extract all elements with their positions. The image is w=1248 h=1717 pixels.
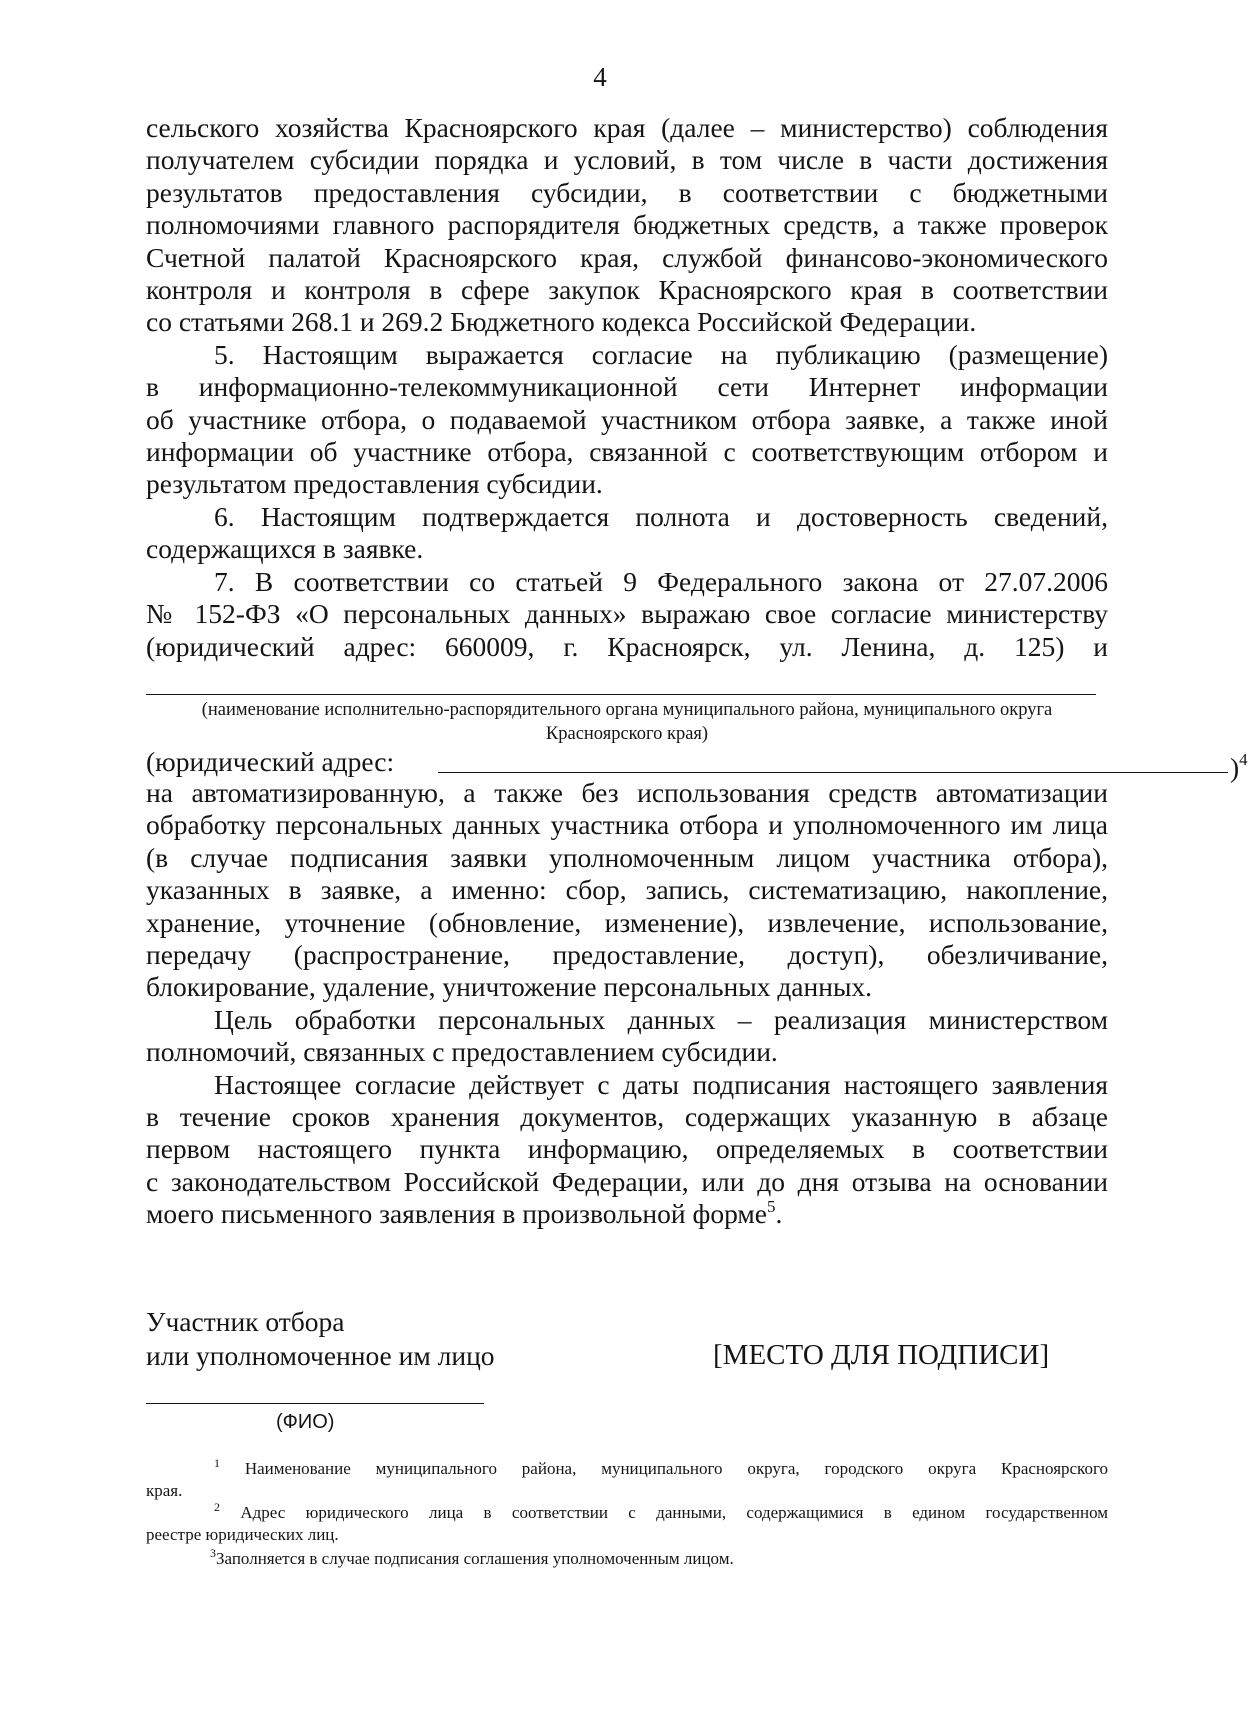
footnote-ref: 4 (1239, 750, 1248, 769)
text-line: на автоматизированную, а также без использования средств автоматизации (146, 777, 1108, 808)
text-line: полномочий, связанных с предоставлением субсидии. (146, 1036, 778, 1068)
text-line: об участнике отбора, о подаваемой участником отбора заявке, а также иной (146, 403, 1108, 435)
footnote-text: Наименование муниципального района, муниципального округа, городского округа Красноярского (244, 1459, 1108, 1478)
text-line: результатов предоставления субсидии, в соответствии с бюджетными (146, 176, 1108, 208)
footnote-number: 2 (214, 1500, 220, 1514)
document-body (146, 112, 1108, 663)
period: . (775, 1198, 783, 1230)
paragraph-7 (146, 566, 1108, 663)
text-line: получателем субсидии порядка и условий, в том числе в части достижения (146, 144, 1108, 176)
footnote-line (146, 1548, 1108, 1570)
caption-line: Красноярского края) (545, 724, 709, 744)
fio-blank-line (146, 1403, 484, 1404)
document-body-continued (146, 777, 1108, 1231)
footnote-line: реестре юридических лиц. (146, 1525, 339, 1544)
text-line: (в случае подписания заявки уполномоченным лицом участника отбора), (146, 841, 1108, 873)
text-line (146, 1198, 1108, 1230)
signature-placeholder: [МЕСТО ДЛЯ ПОДПИСИ] (713, 1339, 1050, 1371)
paragraph-6 (146, 501, 1108, 566)
signatory-label-line2: или уполномоченное им лицо (146, 1340, 495, 1371)
text-line: Настоящее согласие действует с даты подписания настоящего заявления (214, 1068, 1108, 1100)
footnote-text: Адрес юридического лица в соответствии с данными, содержащимися в едином государственном (240, 1503, 1109, 1522)
paragraph-4-continuation (146, 112, 1108, 339)
footnote-number: 1 (214, 1456, 220, 1470)
text-line: результатом предоставления субсидии. (146, 468, 603, 500)
text-line: сельского хозяйства Красноярского края (далее – министерство) соблюдения (146, 112, 1108, 143)
text-line: информации об участнике отбора, связанной с соответствующим отбором и (146, 436, 1108, 468)
organ-name-caption (146, 698, 1108, 746)
footnote-line (146, 1502, 1108, 1524)
organ-name-blank-line (146, 694, 1096, 695)
text-fragment: моего письменного заявления в произвольной форме (146, 1198, 768, 1230)
footnote-line: края. (146, 1481, 183, 1500)
text-line: с законодательством Российской Федерации, или до дня отзыва на основании (146, 1165, 1108, 1197)
text-line: в информационно-телекоммуникационной сети Интернет информации (146, 371, 1108, 403)
signatory-label-line1: Участник отбора (146, 1306, 345, 1337)
text-line: содержащихся в заявке. (146, 533, 424, 565)
text-line: Цель обработки персональных данных – реализация министерством (214, 1003, 1108, 1035)
legal-address-close (1230, 746, 1248, 784)
validity-paragraph (146, 1069, 1108, 1231)
text-line: 6. Настоящим подтверждается полнота и достоверность сведений, (214, 500, 1108, 532)
footnote-2 (146, 1502, 1108, 1546)
footnote-line (146, 1458, 1108, 1480)
footnote-3 (146, 1548, 1108, 1570)
legal-address-label: (юридический адрес: (146, 746, 395, 777)
page-number: 4 (593, 62, 607, 92)
footnote-text: Заполняется в случае подписания соглашения уполномоченным лицом. (216, 1549, 734, 1568)
text-line: передачу (распространение, предоставление, доступ), обезличивание, (146, 939, 1108, 971)
text-line: № 152-ФЗ «О персональных данных» выражаю свое согласие министерству (146, 598, 1108, 630)
text-line: хранение, уточнение (обновление, изменение), извлечение, использование, (146, 906, 1108, 938)
purpose-paragraph (146, 1004, 1108, 1069)
text-line: 5. Настоящим выражается согласие на публикацию (размещение) (214, 338, 1108, 370)
text-line: блокирование, удаление, уничтожение персональных данных. (146, 971, 873, 1003)
text-line: полномочиями главного распорядителя бюджетных средств, а также проверок (146, 209, 1108, 241)
text-line: 7. В соответствии со статьей 9 Федерального закона от 27.07.2006 (214, 565, 1108, 597)
footnote-number: 3 (210, 1546, 216, 1560)
text-line: в течение сроков хранения документов, содержащих указанную в абзаце (146, 1101, 1108, 1133)
consent-scope-paragraph (146, 777, 1108, 1004)
caption-line: (наименование исполнительно-распорядительного органа муниципального района, муниципального округа (201, 700, 1053, 720)
text-line: со статьями 268.1 и 269.2 Бюджетного кодекса Российской Федерации. (146, 306, 977, 338)
footnote-1 (146, 1458, 1108, 1502)
text-line: первом настоящего пункта информацию, определяемых в соответствии (146, 1133, 1108, 1165)
close-paren: ) (1230, 752, 1240, 784)
legal-address-blank-line (438, 772, 1228, 773)
text-line: Счетной палатой Красноярского края, службой финансово-экономического (146, 241, 1108, 273)
legal-address-row (146, 746, 1248, 784)
footnote-ref: 5 (767, 1197, 776, 1217)
text-line: контроля и контроля в сфере закупок Красноярского края в соответствии (146, 274, 1108, 306)
text-line: обработку персональных данных участника отбора и уполномоченного им лица (146, 809, 1108, 841)
paragraph-5 (146, 339, 1108, 501)
text-line: указанных в заявке, а именно: сбор, запись, систематизацию, накопление, (146, 874, 1108, 906)
text-line: (юридический адрес: 660009, г. Красноярск, ул. Ленина, д. 125) и (146, 630, 1108, 662)
fio-caption: (ФИО) (276, 1411, 335, 1433)
